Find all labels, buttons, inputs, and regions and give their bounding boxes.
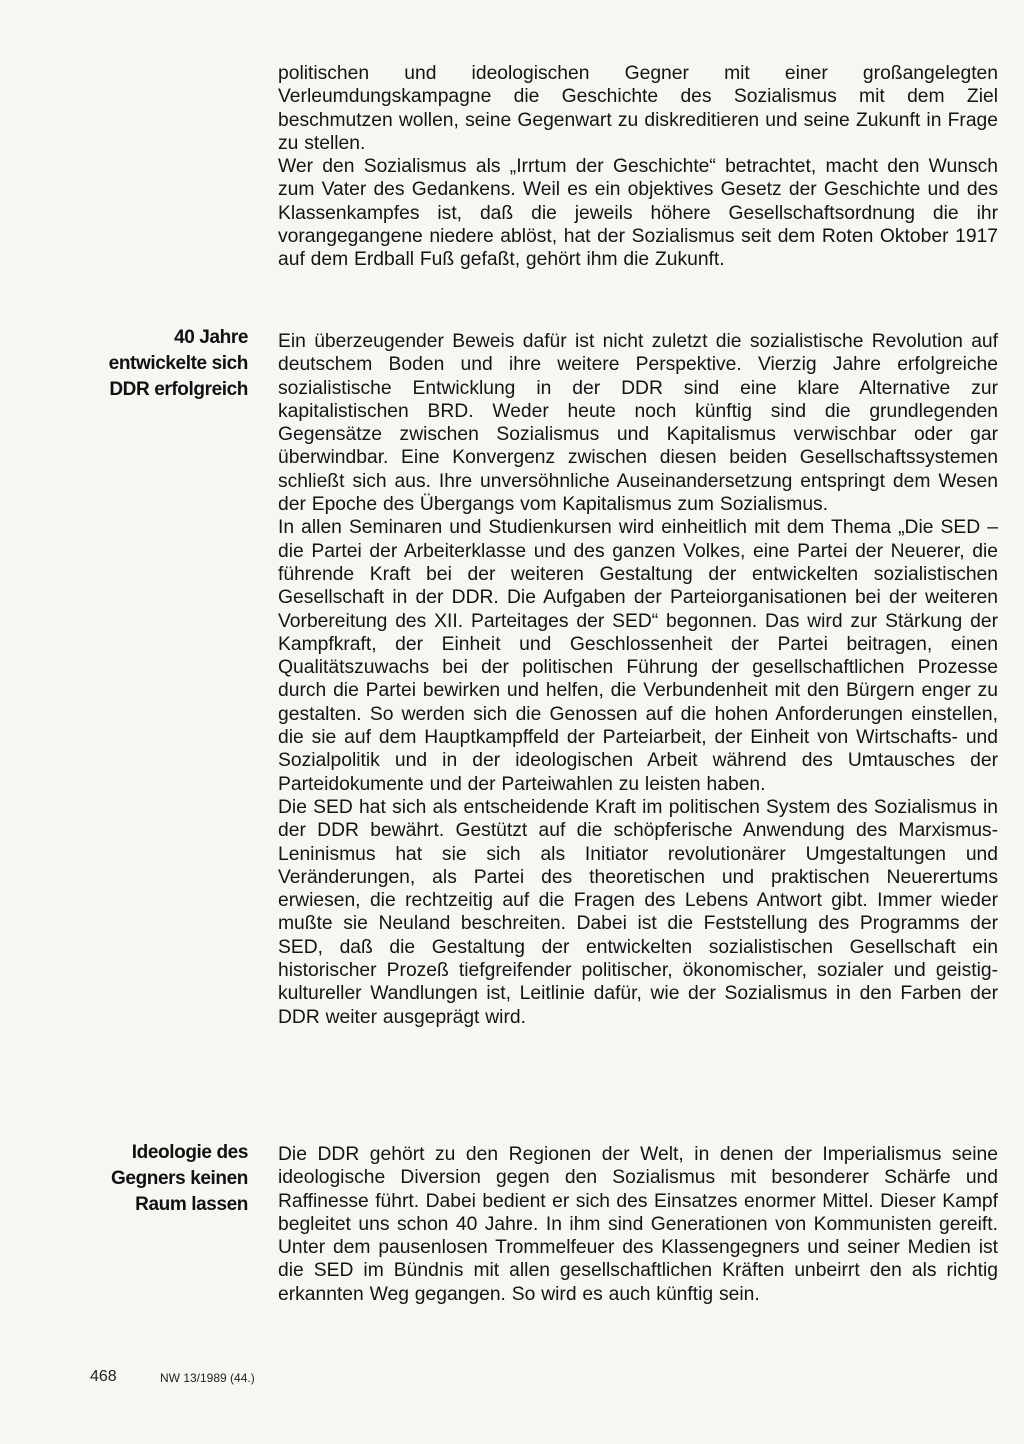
body-paragraph: In allen Seminaren und Studienkursen wird einheitlich mit dem Thema „Die SED – die Partei der Arbeiterklasse und des ganzen Volkes, eine Partei der Neuerer, die führende Kraft bei der weiteren Gestaltung der entwickelten sozialistischen Gesellschaft in der DDR. Die Aufgaben der Parteiorganisationen bei der weiteren Vorbereitung des XII. Parteitages der SED“ begonnen. Das wird zur Stärkung der Kampfkraft, der Einheit und Geschlossenheit der Partei beitragen, einen Qualitätszuwachs bei der politischen Führung der gesellschaftlichen Prozesse durch die Partei bewirken und helfen, die Verbundenheit mit den Bürgern enger zu gestalten. So werden sich die Genossen auf die hohen Anforderungen einstellen, die sie auf dem Hauptkampffeld der Parteiarbeit, der Einheit von Wirtschafts- und Sozialpolitik und in der ideologischen Arbeit während des Umtausches der Parteidokumente und der Parteiwahlen zu leisten haben. (278, 517, 998, 795)
continuation-text-block (278, 62, 998, 272)
heading-line: DDR erfolgreich (109, 379, 248, 400)
heading-line: Raum lassen (135, 1194, 248, 1215)
page-number: 468 (90, 1368, 117, 1385)
section-ideologie-text (278, 1143, 998, 1306)
heading-line: Gegners keinen (111, 1168, 248, 1189)
body-paragraph: politischen und ideologischen Gegner mit einer großangelegten Verleumdungskampagne die Geschichte des Sozialismus mit dem Ziel beschmutzen wollen, seine Gegenwart zu diskreditieren und seine Zukunft in Frage zu stellen. (278, 63, 998, 154)
body-paragraph: Die DDR gehört zu den Regionen der Welt, in denen der Imperialismus seine ideologische Diversion gegen den Sozialismus mit besonderer Schärfe und Raffinesse führt. Dabei bedient er sich des Einsatzes enormer Mittel. Dieser Kampf begleitet uns schon 40 Jahre. In ihm sind Generationen von Kommunisten gereift. Unter dem pausenlosen Trommelfeuer des Klassengegners und seiner Medien ist die SED im Bündnis mit allen gesellschaftlichen Kräften unbeirrt den als richtig erkannten Weg gegangen. So wird es auch künftig sein. (278, 1144, 998, 1305)
heading-line: Ideologie des (131, 1142, 248, 1163)
margin-heading-40-jahre (78, 325, 248, 403)
issue-reference: NW 13/1989 (44.) (160, 1371, 255, 1385)
body-paragraph: Wer den Sozialismus als „Irrtum der Geschichte“ betrachtet, macht den Wunsch zum Vater des Gedankens. Weil es ein objektives Gesetz der Geschichte und des Klassenkampfes ist, daß die jeweils höhere Gesellschaftsordnung die ihr vorangegangene niedere ablöst, hat der Sozialismus seit dem Roten Oktober 1917 auf dem Erdball Fuß gefaßt, gehört ihm die Zukunft. (278, 156, 998, 271)
margin-heading-ideologie (78, 1140, 248, 1218)
body-paragraph: Ein überzeugender Beweis dafür ist nicht zuletzt die sozialistische Revolution auf deutschem Boden und ihre weitere Perspektive. Vierzig Jahre erfolgreiche sozialistische Entwicklung in der DDR sind eine klare Alternative zur kapitalistischen BRD. Weder heute noch künftig sind die grundlegenden Gegensätze zwischen Sozialismus und Kapitalismus verwischbar oder gar überwindbar. Eine Konvergenz zwischen diesen beiden Gesellschaftssystemen schließt sich aus. Ihre unversöhnliche Auseinandersetzung entspringt dem Wesen der Epoche des Übergangs vom Kapitalismus zum Sozialismus. (278, 331, 998, 516)
section-40-jahre-text (278, 330, 998, 1029)
heading-line: entwickelte sich (108, 353, 248, 374)
body-paragraph: Die SED hat sich als entscheidende Kraft im politischen System des Sozialismus in der DDR bewährt. Gestützt auf die schöpferische Anwendung des Marxismus-Leninismus hat sie sich als Initiator revolutionärer Umgestaltungen und Veränderungen, als Partei des theoretischen und praktischen Neuerertums erwiesen, die rechtzeitig auf die Fragen des Lebens Antwort gibt. Immer wieder mußte sie Neuland beschreiten. Dabei ist die Feststellung des Programms der SED, daß die Gestaltung der entwickelten sozialistischen Gesellschaft ein historischer Prozeß tiefgreifender politischer, ökonomischer, sozialer und geistig-kultureller Wandlungen ist, Leitlinie dafür, wie der Sozialismus in den Farben der DDR weiter ausgeprägt wird. (278, 796, 998, 1028)
heading-line: 40 Jahre (174, 327, 248, 348)
